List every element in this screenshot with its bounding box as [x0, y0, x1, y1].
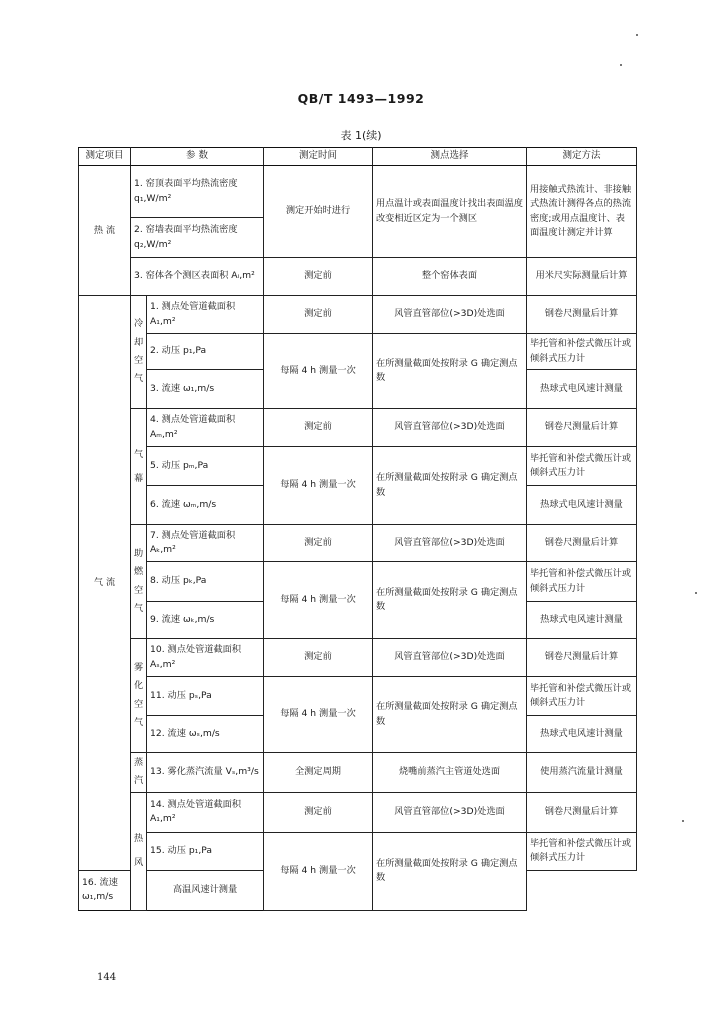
method-atom-11: 毕托管和补偿式微压计或倾斜式压力计	[527, 677, 637, 716]
subgroup-atomizing-air: 雾 化 空 气	[131, 639, 147, 753]
method-hot-16: 高温风速计测量	[147, 870, 264, 910]
method-heat-3: 用米尺实际测量后计算	[527, 258, 637, 296]
time-hot-14: 测定前	[264, 792, 373, 832]
select-comb-7: 风管直管部位(>3D)处选面	[373, 525, 527, 562]
select-heat-3: 整个窑体表面	[373, 258, 527, 296]
subgroup-cooling-air: 冷 却 空 气	[131, 296, 147, 409]
select-cooling-23: 在所测量截面处按附录 G 确定测点数	[373, 334, 527, 409]
col-header-time: 测定时间	[264, 148, 373, 166]
time-heat-3: 测定前	[264, 258, 373, 296]
param-1: 1. 窑顶表面平均热流密度 q₁,W/m²	[131, 166, 264, 218]
time-atom-1112: 每隔 4 h 测量一次	[264, 677, 373, 753]
subgroup-hot-air: 热 风	[131, 792, 147, 910]
scan-speck	[695, 592, 697, 594]
select-comb-89: 在所测量截面处按附录 G 确定测点数	[373, 562, 527, 639]
method-heat-12: 用接触式热流计、非接触式热流计测得各点的热流密度;或用点温度计、表面温度计测定并计算	[527, 166, 637, 258]
method-cooling-2: 毕托管和补偿式微压计或倾斜式压力计	[527, 334, 637, 370]
method-hot-15: 毕托管和补偿式微压计或倾斜式压力计	[527, 832, 637, 870]
param-flue-6: 6. 流速 ωₘ,m/s	[147, 486, 264, 525]
measurement-table	[78, 147, 637, 911]
select-flue-56: 在所测量截面处按附录 G 确定测点数	[373, 447, 527, 525]
subgroup-combustion-air: 助 燃 空 气	[131, 525, 147, 639]
method-comb-7: 钢卷尺测量后计算	[527, 525, 637, 562]
col-header-select: 测点选择	[373, 148, 527, 166]
time-cooling-1: 测定前	[264, 296, 373, 334]
param-cooling-3: 3. 流速 ω₁,m/s	[147, 370, 264, 409]
param-cooling-1: 1. 测点处管道截面积 A₁,m²	[147, 296, 264, 334]
method-atom-12: 热球式电风速计测量	[527, 716, 637, 753]
param-flue-4: 4. 测点处管道截面积 Aₘ,m²	[147, 409, 264, 447]
param-hot-15: 15. 动压 p₁,Pa	[147, 832, 264, 870]
method-flue-6: 热球式电风速计测量	[527, 486, 637, 525]
select-flue-4: 风管直管部位(>3D)处选面	[373, 409, 527, 447]
param-flue-5: 5. 动压 pₘ,Pa	[147, 447, 264, 486]
method-hot-14: 钢卷尺测量后计算	[527, 792, 637, 832]
param-hot-14: 14. 测点处管道截面积 A₁,m²	[147, 792, 264, 832]
param-comb-8: 8. 动压 pₖ,Pa	[147, 562, 264, 602]
param-steam-13: 13. 雾化蒸汽流量 Vₛ,m³/s	[147, 753, 264, 793]
scan-speck	[682, 820, 684, 822]
group-heat-flow: 热 流	[79, 166, 131, 296]
subgroup-steam: 蒸 汽	[131, 753, 147, 793]
method-flue-5: 毕托管和补偿式微压计或倾斜式压力计	[527, 447, 637, 486]
param-comb-7: 7. 测点处管道截面积 Aₖ,m²	[147, 525, 264, 562]
page-number: 144	[97, 972, 117, 983]
param-cooling-2: 2. 动压 p₁,Pa	[147, 334, 264, 370]
time-cooling-23: 每隔 4 h 测量一次	[264, 334, 373, 409]
table-header-row	[79, 148, 637, 166]
time-flue-56: 每隔 4 h 测量一次	[264, 447, 373, 525]
subgroup-flue-gas: 气 幕	[131, 409, 147, 525]
param-atom-10: 10. 测点处管道截面积 Aₛ,m²	[147, 639, 264, 677]
param-2: 2. 窑墙表面平均热流密度 q₂,W/m²	[131, 218, 264, 258]
col-header-item: 测定项目	[79, 148, 131, 166]
standard-number: QB/T 1493—1992	[297, 91, 425, 106]
select-atom-10: 风管直管部位(>3D)处选面	[373, 639, 527, 677]
select-steam-13: 烧嘴前蒸汽主管道处选面	[373, 753, 527, 793]
param-atom-12: 12. 流速 ωₛ,m/s	[147, 716, 264, 753]
group-gas-flow: 气 流	[79, 296, 131, 871]
col-header-param: 参 数	[131, 148, 264, 166]
method-comb-8: 毕托管和补偿式微压计或倾斜式压力计	[527, 562, 637, 602]
time-atom-10: 测定前	[264, 639, 373, 677]
method-cooling-3: 热球式电风速计测量	[527, 370, 637, 409]
method-steam-13: 使用蒸汽流量计测量	[527, 753, 637, 793]
param-3: 3. 窑体各个测区表面积 Aᵢ,m²	[131, 258, 264, 296]
select-hot-1516: 在所测量截面处按附录 G 确定测点数	[373, 832, 527, 910]
time-heat-12: 测定开始时进行	[264, 166, 373, 258]
param-hot-16: 16. 流速 ω₁,m/s	[79, 870, 131, 910]
method-comb-9: 热球式电风速计测量	[527, 602, 637, 639]
select-atom-1112: 在所测量截面处按附录 G 确定测点数	[373, 677, 527, 753]
col-header-method: 测定方法	[527, 148, 637, 166]
param-atom-11: 11. 动压 pₛ,Pa	[147, 677, 264, 716]
table-caption: 表 1(续)	[340, 129, 382, 142]
select-heat-12: 用点温计或表面温度计找出表面温度改变相近区定为一个测区	[373, 166, 527, 258]
time-flue-4: 测定前	[264, 409, 373, 447]
time-comb-89: 每隔 4 h 测量一次	[264, 562, 373, 639]
select-cooling-1: 风管直管部位(>3D)处选面	[373, 296, 527, 334]
method-atom-10: 钢卷尺测量后计算	[527, 639, 637, 677]
time-hot-1516: 每隔 4 h 测量一次	[264, 832, 373, 910]
select-hot-14: 风管直管部位(>3D)处选面	[373, 792, 527, 832]
time-comb-7: 测定前	[264, 525, 373, 562]
param-comb-9: 9. 流速 ωₖ,m/s	[147, 602, 264, 639]
method-flue-4: 钢卷尺测量后计算	[527, 409, 637, 447]
scan-speck	[620, 64, 622, 66]
time-steam-13: 全测定周期	[264, 753, 373, 793]
method-cooling-1: 钢卷尺测量后计算	[527, 296, 637, 334]
scan-speck	[636, 34, 638, 36]
